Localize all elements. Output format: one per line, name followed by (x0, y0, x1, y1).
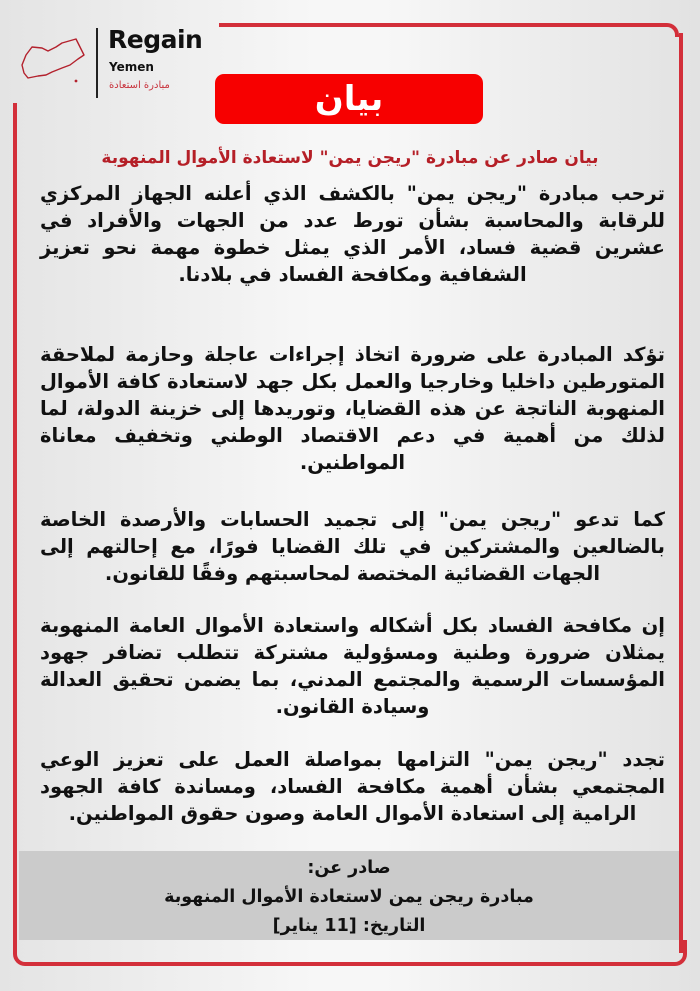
paragraph-1: ترحب مبادرة "ريجن يمن" بالكشف الذي أعلنه الجهاز المركزي للرقابة والمحاسبة بشأن تورط عدد من الجهات والأفراد في عشرين قضية فساد، الأمر الذي يمثل خطوة مهمة نحو تعزيز الشفافية ومكافحة الفساد في بلادنا. (40, 182, 665, 286)
logo-name: Regain (108, 25, 203, 54)
frame-border-left (13, 103, 17, 953)
paragraph-5: تجدد "ريجن يمن" التزامها بمواصلة العمل على تعزيز الوعي المجتمعي بشأن أهمية مكافحة الفساد، ومساندة كافة الجهود الرامية إلى استعادة الأموال العامة وصون حقوق المواطنين. (40, 748, 665, 825)
statement-badge: بيان (215, 74, 483, 124)
statement-title: بيان صادر عن مبادرة "ريجن يمن" لاستعادة الأموال المنهوبة (101, 148, 599, 168)
paragraph-4: إن مكافحة الفساد بكل أشكاله واستعادة الأموال العامة المنهوبة يمثلان ضرورة وطنية ومسؤولية مشتركة تتطلب تضافر جهود المؤسسات الرسمية والمجتمع المدني، بما يضمن تحقيق العدالة وسيادة القانون. (40, 614, 665, 718)
logo-divider (96, 28, 98, 98)
frame-border-bottom (13, 940, 687, 966)
paragraph-3: كما تدعو "ريجن يمن" إلى تجميد الحسابات والأرصدة الخاصة بالضالعين والمشتركين في تلك القضايا فورًا، مع إحالتهم إلى الجهات القضائية المختصة لمحاسبتهم وفقًا للقانون. (40, 508, 665, 585)
issuer-name: مبادرة ريجن يمن لاستعادة الأموال المنهوبة (164, 887, 534, 907)
frame-border-right (679, 33, 683, 953)
frame-border-top (219, 23, 679, 37)
regain-yemen-logo (10, 25, 220, 100)
issue-date: التاريخ: [11 يناير] (272, 916, 426, 936)
logo-country: Yemen (109, 60, 154, 74)
paragraph-2: تؤكد المبادرة على ضرورة اتخاذ إجراءات عاجلة وحازمة لملاحقة المتورطين داخليا وخارجيا والعمل بكل جهد لاستعادة كافة الأموال المنهوبة الناتجة عن هذه القضايا، وتوريدها إلى خزينة الدولة، لما لذلك من أهمية في دعم الاقتصاد الوطني وتخفيف معاناة المواطنين. (40, 343, 665, 474)
logo-tagline: مبادرة استعادة (109, 80, 170, 91)
issued-by-label: صادر عن: (307, 858, 391, 878)
yemen-map-icon (18, 35, 88, 90)
issuer-footer (19, 851, 679, 940)
